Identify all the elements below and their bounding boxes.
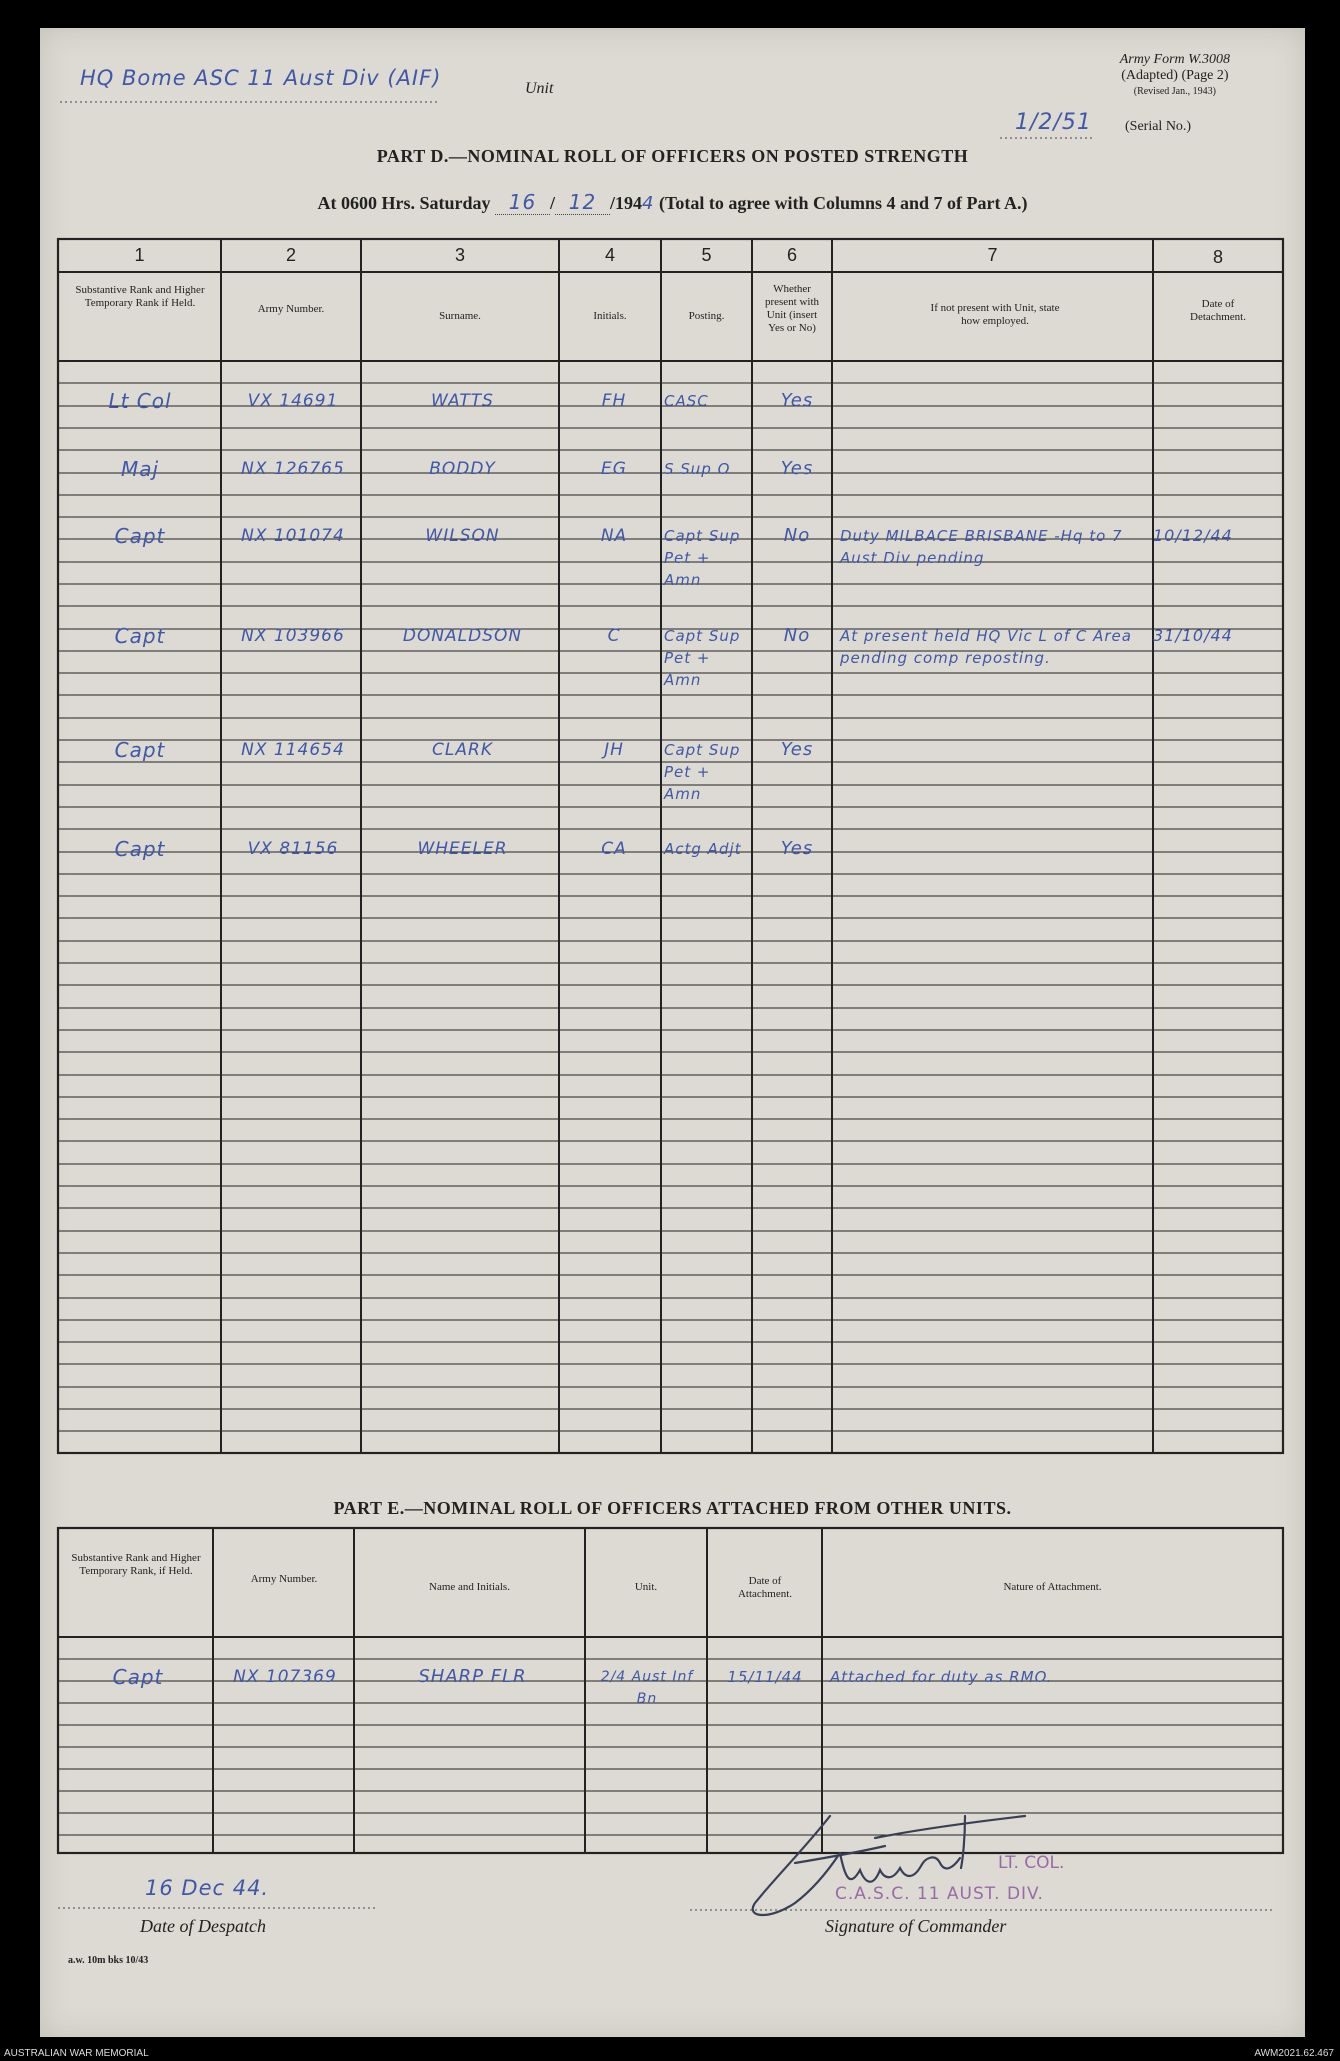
cell-surname: BODDY	[429, 459, 496, 479]
date-year-digit: 4	[642, 193, 655, 214]
header-rank: Substantive Rank and Higher Temporary Rank if Held.	[75, 284, 205, 309]
e-cell-rank: Capt	[112, 1665, 164, 1689]
date-slash: /	[550, 193, 556, 213]
cell-posting: S Sup O	[664, 460, 731, 478]
unit-value: HQ Bome ASC 11 Aust Div (AIF)	[80, 66, 442, 90]
col-number-6: 6	[786, 245, 797, 265]
print-code: a.w. 10m bks 10/43	[68, 1955, 149, 1966]
cell-surname: WHEELER	[417, 839, 508, 859]
e-cell-number: NX 107369	[233, 1667, 337, 1687]
cell-number: VX 81156	[247, 839, 339, 859]
army-form-number: Army Form W.3008	[1119, 52, 1230, 67]
cell-rank: Maj	[120, 457, 160, 481]
cell-rank: Capt	[114, 624, 166, 648]
col-number-3: 3	[454, 245, 465, 265]
cell-number: NX 126765	[241, 459, 345, 479]
cell-surname: WATTS	[431, 391, 494, 411]
header-surname: Surname.	[439, 310, 481, 322]
cell-surname: WILSON	[425, 526, 500, 546]
header-detachment-date: Date of Detachment.	[1190, 298, 1246, 323]
cell-initials: JH	[604, 740, 624, 760]
despatch-dotted-line	[58, 1906, 378, 1910]
despatch-date-label: Date of Despatch	[140, 1916, 266, 1936]
date-day: 16	[495, 190, 550, 215]
adapted-page: (Adapted) (Page 2)	[1121, 68, 1229, 83]
cell-present: No	[783, 525, 811, 546]
cell-posting: CASC	[664, 392, 709, 410]
part-d-grid	[40, 28, 1305, 2037]
cell-rank: Capt	[114, 524, 166, 548]
e-header-unit: Unit.	[634, 1581, 658, 1593]
cell-number: VX 14691	[247, 391, 339, 411]
col-number-8: 8	[1212, 247, 1223, 267]
unit-label: Unit	[525, 80, 554, 97]
cell-surname: DONALDSON	[402, 626, 523, 646]
e-cell-date: 15/11/44	[727, 1668, 803, 1686]
cell-initials: FH	[601, 391, 627, 411]
cell-present: Yes	[780, 739, 814, 760]
header-posting: Posting.	[688, 310, 725, 322]
cell-initials: EG	[601, 459, 627, 479]
serial-label: (Serial No.)	[1125, 119, 1192, 134]
cell-posting: Capt Sup Pet + Amn	[664, 527, 741, 589]
e-header-name: Name and Initials.	[429, 1581, 510, 1593]
stamp-rank: LT. COL.	[998, 1853, 1065, 1873]
commander-signature	[735, 1808, 1035, 1928]
e-cell-unit: 2/4 Aust Inf Bn	[600, 1669, 694, 1707]
part-e-title: PART E.—NOMINAL ROLL OF OFFICERS ATTACHED FROM OTHER UNITS.	[333, 1498, 1012, 1518]
cell-employed: Duty MILBACE BRISBANE -Hq to 7 Aust Div pending	[840, 527, 1123, 567]
cell-date: 31/10/44	[1153, 626, 1233, 645]
signature-label: Signature of Commander	[825, 1916, 1007, 1936]
cell-surname: CLARK	[432, 740, 493, 760]
cell-rank: Lt Col	[108, 389, 172, 413]
cell-rank: Capt	[114, 837, 166, 861]
e-header-nature: Nature of Attachment.	[1003, 1581, 1102, 1593]
cell-posting: Capt Sup Pet + Amn	[664, 741, 741, 803]
col-number-5: 5	[701, 245, 712, 265]
col-number-1: 1	[134, 245, 145, 265]
date-year-prefix: /194	[610, 193, 643, 213]
part-d-title: PART D.—NOMINAL ROLL OF OFFICERS ON POSTED STRENGTH	[376, 146, 969, 166]
date-suffix: (Total to agree with Columns 4 and 7 of Part A.)	[659, 193, 1028, 213]
header-initials: Initials.	[593, 310, 627, 322]
e-cell-nature: Attached for duty as RMO.	[830, 1668, 1053, 1686]
revised-date: (Revised Jan., 1943)	[1133, 86, 1216, 97]
form-page	[40, 28, 1305, 2037]
despatch-date-value: 16 Dec 44.	[145, 1876, 270, 1900]
col-number-4: 4	[604, 245, 615, 265]
header-employment: If not present with Unit, state how employed.	[930, 302, 1060, 327]
cell-initials: C	[607, 626, 621, 646]
e-header-army-number: Army Number.	[250, 1573, 318, 1585]
cell-present: Yes	[780, 838, 814, 859]
cell-present: Yes	[780, 390, 814, 411]
date-prefix: At 0600 Hrs. Saturday	[317, 193, 491, 213]
serial-value: 1/2/51	[1015, 110, 1092, 135]
header-army-number: Army Number.	[257, 303, 325, 315]
cell-number: NX 103966	[241, 626, 345, 646]
e-header-attach-date: Date of Attachment.	[737, 1575, 793, 1600]
cell-employed: At present held HQ Vic L of C Area pending comp reposting.	[840, 627, 1132, 667]
e-header-rank: Substantive Rank and Higher Temporary Rank, if Held.	[71, 1552, 201, 1577]
cell-number: NX 114654	[241, 740, 345, 760]
date-month: 12	[555, 190, 610, 215]
header-present: Whether present with Unit (insert Yes or No)	[764, 283, 820, 334]
col-number-2: 2	[285, 245, 296, 265]
cell-initials: CA	[601, 839, 627, 859]
caption-accession: AWM2021.62.467	[1254, 2048, 1334, 2059]
cell-initials: NA	[600, 526, 628, 546]
stamp-unit: C.A.S.C. 11 AUST. DIV.	[835, 1884, 1044, 1904]
cell-posting: Capt Sup Pet + Amn	[664, 627, 741, 689]
cell-present: No	[783, 625, 811, 646]
col-number-7: 7	[987, 245, 998, 265]
cell-present: Yes	[780, 458, 814, 479]
cell-rank: Capt	[114, 738, 166, 762]
cell-posting: Actg Adjt	[664, 840, 742, 858]
caption-institution: AUSTRALIAN WAR MEMORIAL	[4, 2048, 149, 2059]
e-cell-name: SHARP FLR	[418, 1666, 527, 1687]
cell-number: NX 101074	[241, 526, 345, 546]
cell-date: 10/12/44	[1153, 526, 1233, 545]
